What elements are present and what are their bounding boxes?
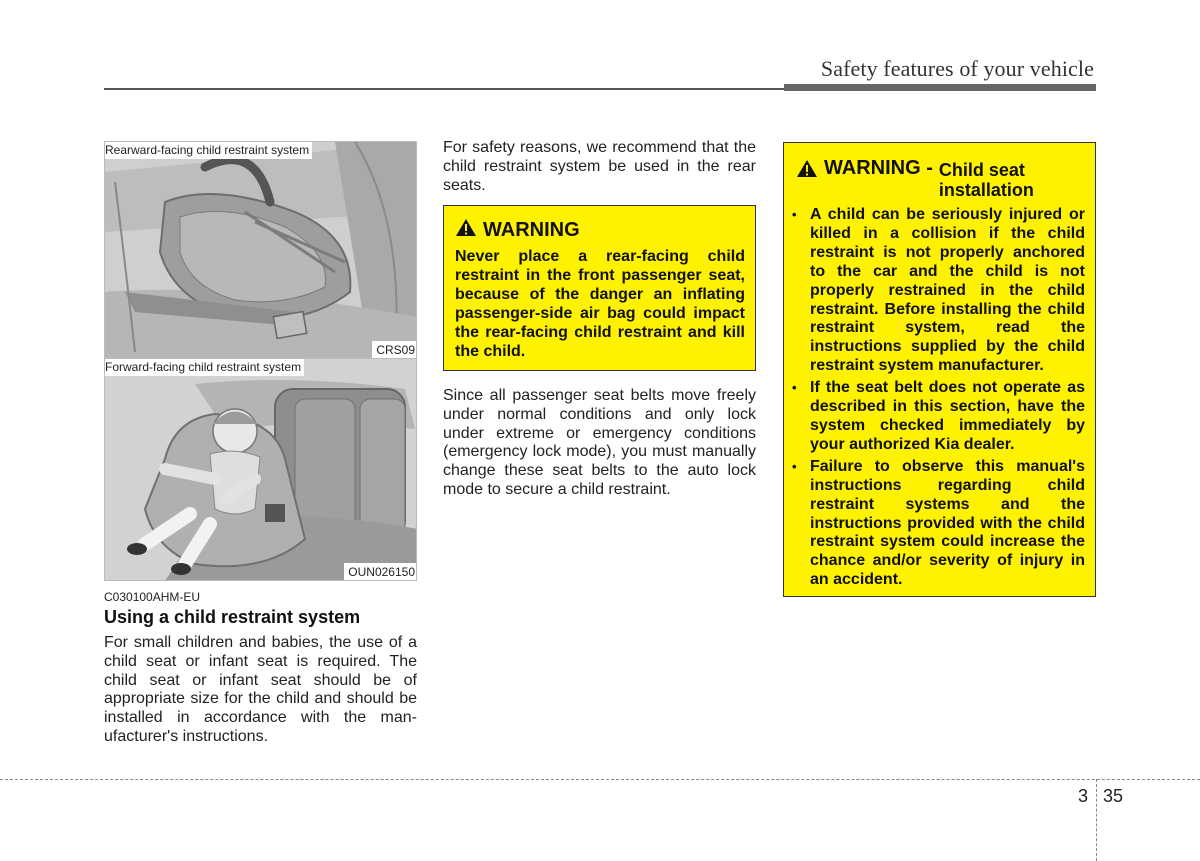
figure-caption: Forward-facing child restraint system xyxy=(105,359,304,376)
chapter-number: 3 xyxy=(1078,786,1089,806)
warning-list xyxy=(784,206,1085,590)
footer-vertical-rule xyxy=(1096,779,1097,861)
page-header-title: Safety features of your vehicle xyxy=(820,56,1094,81)
warning-subtitle-line: installation xyxy=(938,180,1034,200)
warning-box-child-seat-installation xyxy=(783,142,1096,597)
warning-subtitle-line: Child seat xyxy=(938,160,1025,180)
section-body-text: For small children and babies, the use of a child seat or infant seat is required. The child seat or infant seat should be of appropriate size for the child and should be installed in accordance with the manufacturer's instructions. xyxy=(104,634,417,745)
section-code: C030100AHM-EU xyxy=(104,590,201,604)
figure-rearward-child-seat xyxy=(104,141,417,359)
section-heading: Using a child restraint system xyxy=(104,607,361,627)
figure-code: CRS09 xyxy=(372,341,416,358)
warning-triangle-icon xyxy=(796,159,818,183)
warning-title: WARNING - xyxy=(824,157,933,179)
warning-list-item: • Failure to observe this manual's instructions regarding child restraint systems and the instructions provided with the child restraint system could increase the chance and/or severity of injury in an accident. xyxy=(784,458,1085,590)
header-rule xyxy=(104,88,784,90)
warning-title: WARNING xyxy=(483,219,580,241)
figure-code: OUN026150 xyxy=(344,563,416,580)
figure-forward-child-seat xyxy=(104,359,417,581)
warning-title-row xyxy=(784,157,1085,200)
warning-text: Never place a rear-facing child restraint in the front passenger seat, because of the danger an inflating passenger-side air bag could impact the rear-facing child restraint and kill the child. xyxy=(455,248,745,360)
warning-box-rear-facing xyxy=(443,205,756,371)
page-number: 35 xyxy=(1103,786,1124,806)
rearward-seat-illustration xyxy=(105,142,417,359)
forward-seat-illustration xyxy=(105,359,417,581)
warning-triangle-icon xyxy=(455,218,477,243)
warning-subtitle xyxy=(939,160,1034,200)
header-rule-accent xyxy=(784,84,1096,91)
seat-belt-text: Since all passenger seat belts move freely under normal conditions and only lock under extreme or emergency conditions (emergency lock mode), you must manually change these seat belts to the auto lock mode to secure a child restraint. xyxy=(443,387,756,498)
warning-title-row xyxy=(455,218,745,243)
warning-list-item: • A child can be seriously injured or killed in a collision if the child restraint is not properly anchored to the car and the child is not properly restrained in the child restraint. Before installing the child restraint system, read the instructions supplied by the child restraint system manufacturer. xyxy=(784,206,1085,376)
intro-text: For safety reasons, we recommend that the child restraint system be used in the rear seats. xyxy=(443,139,756,194)
warning-list-item: • If the seat belt does not operate as described in this section, have the system checked immediately by your authorized Kia dealer. xyxy=(784,379,1085,455)
footer-dashed-rule xyxy=(0,779,1200,780)
figure-caption: Rearward-facing child restraint system xyxy=(105,142,312,159)
